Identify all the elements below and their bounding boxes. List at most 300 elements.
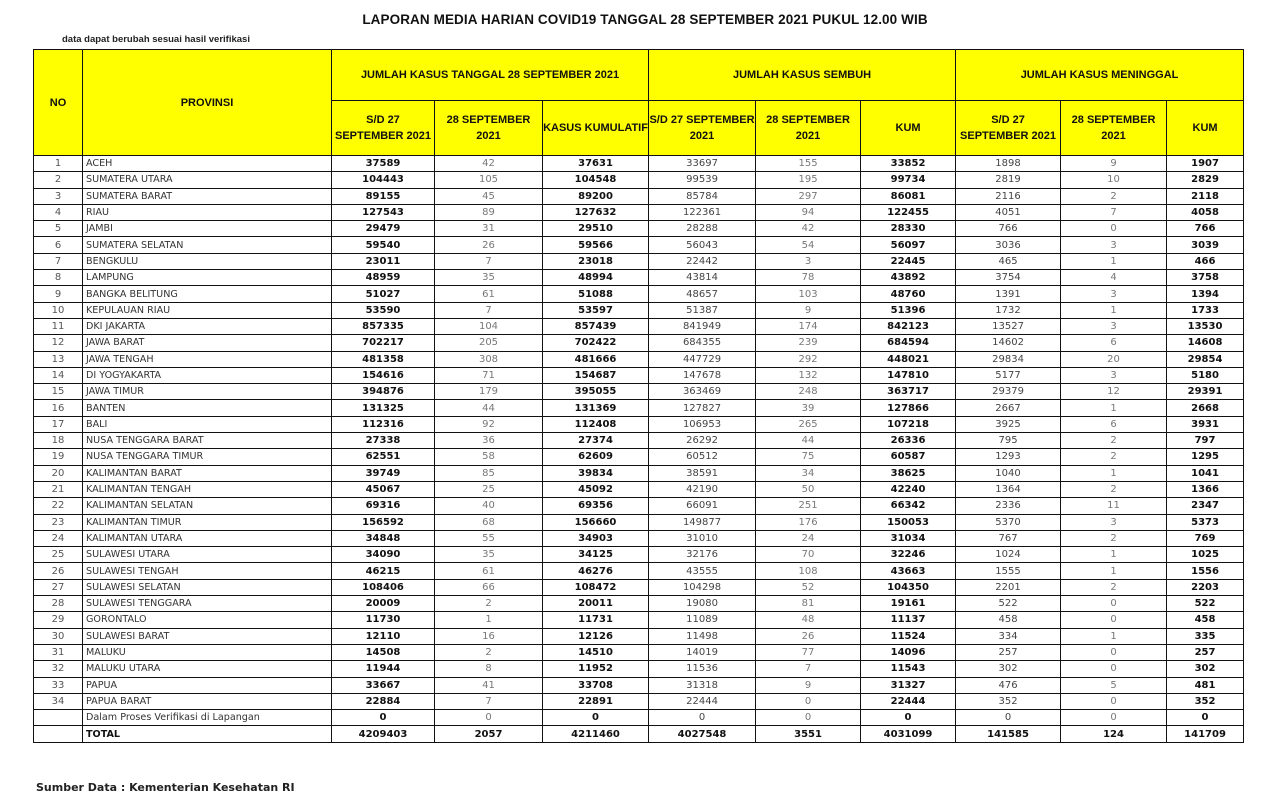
row-no-cell: 34: [34, 693, 83, 709]
meninggal-28sep-cell: 6: [1061, 335, 1167, 351]
meninggal-sd27-cell: 1293: [956, 449, 1061, 465]
sembuh-28sep-cell: 248: [756, 384, 861, 400]
sembuh-kum-cell: 0: [861, 710, 956, 726]
kasus-28sep-cell: 26: [435, 237, 543, 253]
meninggal-kum-cell: 1295: [1167, 449, 1244, 465]
meninggal-kum-cell: 458: [1167, 612, 1244, 628]
row-no-cell: 13: [34, 351, 83, 367]
table-row: [34, 156, 1244, 172]
kasus-28sep-cell: 44: [435, 400, 543, 416]
kasus-kumulatif-cell: 27374: [543, 433, 649, 449]
row-no-cell: 7: [34, 253, 83, 269]
sembuh-kum-cell: 448021: [861, 351, 956, 367]
header-group-meninggal: JUMLAH KASUS MENINGGAL: [956, 50, 1244, 101]
meninggal-kum-cell: 2118: [1167, 188, 1244, 204]
meninggal-28sep-cell: 11: [1061, 498, 1167, 514]
kasus-kumulatif-cell: 481666: [543, 351, 649, 367]
row-provinsi-cell: ACEH: [83, 156, 332, 172]
meninggal-28sep-cell: 2: [1061, 433, 1167, 449]
meninggal-sd27-cell: 302: [956, 661, 1061, 677]
header-kasus-kumulatif: KASUS KUMULATIF: [543, 101, 649, 156]
meninggal-28sep-cell: 3: [1061, 514, 1167, 530]
sembuh-sd27-cell: 841949: [649, 318, 756, 334]
sembuh-28sep-cell: 44: [756, 433, 861, 449]
kasus-sd27-cell: 22884: [332, 693, 435, 709]
row-provinsi-cell: RIAU: [83, 204, 332, 220]
row-provinsi-cell: KALIMANTAN UTARA: [83, 530, 332, 546]
row-provinsi-cell: GORONTALO: [83, 612, 332, 628]
table-row: [34, 596, 1244, 612]
kasus-kumulatif-cell: 857439: [543, 318, 649, 334]
meninggal-kum-cell: 2203: [1167, 579, 1244, 595]
table-row: [34, 351, 1244, 367]
sembuh-kum-cell: 43892: [861, 270, 956, 286]
kasus-sd27-cell: 46215: [332, 563, 435, 579]
sembuh-kum-cell: 26336: [861, 433, 956, 449]
sembuh-28sep-cell: 24: [756, 530, 861, 546]
meninggal-28sep-cell: 0: [1061, 644, 1167, 660]
row-provinsi-cell: JAMBI: [83, 221, 332, 237]
kasus-28sep-cell: 31: [435, 221, 543, 237]
meninggal-28sep-cell: 3: [1061, 367, 1167, 383]
meninggal-sd27-cell: 2336: [956, 498, 1061, 514]
sembuh-kum-cell: 11137: [861, 612, 956, 628]
kasus-28sep-cell: 104: [435, 318, 543, 334]
header-kasus-sd27: S/D 27 SEPTEMBER 2021: [332, 101, 435, 156]
kasus-kumulatif-cell: 89200: [543, 188, 649, 204]
sembuh-sd27-cell: 14019: [649, 644, 756, 660]
row-provinsi-cell: SUMATERA SELATAN: [83, 237, 332, 253]
table-row: [34, 221, 1244, 237]
meninggal-28sep-cell: 7: [1061, 204, 1167, 220]
table-row: [34, 612, 1244, 628]
kasus-sd27-cell: 394876: [332, 384, 435, 400]
meninggal-sd27-cell: 1391: [956, 286, 1061, 302]
table-row: [34, 270, 1244, 286]
total-kasus-kumulatif-cell: 4211460: [543, 726, 649, 742]
row-no-cell: 8: [34, 270, 83, 286]
meninggal-kum-cell: 1025: [1167, 547, 1244, 563]
meninggal-sd27-cell: 767: [956, 530, 1061, 546]
kasus-sd27-cell: 29479: [332, 221, 435, 237]
meninggal-28sep-cell: 20: [1061, 351, 1167, 367]
kasus-28sep-cell: 40: [435, 498, 543, 514]
header-provinsi: PROVINSI: [83, 50, 332, 156]
row-provinsi-cell: KEPULAUAN RIAU: [83, 302, 332, 318]
sembuh-sd27-cell: 122361: [649, 204, 756, 220]
table-row: [34, 204, 1244, 220]
sembuh-sd27-cell: 56043: [649, 237, 756, 253]
row-no-cell: 3: [34, 188, 83, 204]
sembuh-sd27-cell: 127827: [649, 400, 756, 416]
kasus-kumulatif-cell: 22891: [543, 693, 649, 709]
sembuh-28sep-cell: 0: [756, 693, 861, 709]
meninggal-kum-cell: 4058: [1167, 204, 1244, 220]
row-no-cell: 29: [34, 612, 83, 628]
meninggal-kum-cell: 766: [1167, 221, 1244, 237]
kasus-sd27-cell: 0: [332, 710, 435, 726]
kasus-kumulatif-cell: 69356: [543, 498, 649, 514]
kasus-sd27-cell: 62551: [332, 449, 435, 465]
meninggal-kum-cell: 302: [1167, 661, 1244, 677]
table-row: [34, 318, 1244, 334]
sembuh-28sep-cell: 292: [756, 351, 861, 367]
meninggal-kum-cell: 3758: [1167, 270, 1244, 286]
sembuh-28sep-cell: 239: [756, 335, 861, 351]
sembuh-kum-cell: 99734: [861, 172, 956, 188]
sembuh-sd27-cell: 22444: [649, 693, 756, 709]
meninggal-sd27-cell: 14602: [956, 335, 1061, 351]
meninggal-sd27-cell: 2116: [956, 188, 1061, 204]
meninggal-28sep-cell: 3: [1061, 286, 1167, 302]
row-provinsi-cell: NUSA TENGGARA TIMUR: [83, 449, 332, 465]
sembuh-kum-cell: 842123: [861, 318, 956, 334]
kasus-kumulatif-cell: 108472: [543, 579, 649, 595]
kasus-kumulatif-cell: 59566: [543, 237, 649, 253]
sembuh-28sep-cell: 132: [756, 367, 861, 383]
sembuh-28sep-cell: 7: [756, 661, 861, 677]
meninggal-kum-cell: 352: [1167, 693, 1244, 709]
kasus-kumulatif-cell: 11731: [543, 612, 649, 628]
table-row: [34, 693, 1244, 709]
meninggal-kum-cell: 3039: [1167, 237, 1244, 253]
row-no-cell: 30: [34, 628, 83, 644]
kasus-kumulatif-cell: 395055: [543, 384, 649, 400]
row-provinsi-cell: MALUKU UTARA: [83, 661, 332, 677]
kasus-sd27-cell: 11730: [332, 612, 435, 628]
sembuh-sd27-cell: 104298: [649, 579, 756, 595]
row-no-cell: 2: [34, 172, 83, 188]
meninggal-28sep-cell: 3: [1061, 237, 1167, 253]
row-provinsi-cell: BENGKULU: [83, 253, 332, 269]
kasus-28sep-cell: 2: [435, 644, 543, 660]
sembuh-28sep-cell: 195: [756, 172, 861, 188]
meninggal-28sep-cell: 5: [1061, 677, 1167, 693]
meninggal-sd27-cell: 29379: [956, 384, 1061, 400]
kasus-sd27-cell: 154616: [332, 367, 435, 383]
kasus-kumulatif-cell: 37631: [543, 156, 649, 172]
meninggal-sd27-cell: 5370: [956, 514, 1061, 530]
sembuh-sd27-cell: 0: [649, 710, 756, 726]
meninggal-sd27-cell: 0: [956, 710, 1061, 726]
meninggal-kum-cell: 1041: [1167, 465, 1244, 481]
row-no-cell: 1: [34, 156, 83, 172]
meninggal-sd27-cell: 2667: [956, 400, 1061, 416]
table-row: [34, 384, 1244, 400]
row-provinsi-cell: BANTEN: [83, 400, 332, 416]
sembuh-kum-cell: 14096: [861, 644, 956, 660]
kasus-kumulatif-cell: 29510: [543, 221, 649, 237]
kasus-sd27-cell: 69316: [332, 498, 435, 514]
meninggal-28sep-cell: 0: [1061, 221, 1167, 237]
kasus-kumulatif-cell: 127632: [543, 204, 649, 220]
meninggal-28sep-cell: 0: [1061, 661, 1167, 677]
sembuh-28sep-cell: 0: [756, 710, 861, 726]
meninggal-kum-cell: 5373: [1167, 514, 1244, 530]
kasus-kumulatif-cell: 33708: [543, 677, 649, 693]
kasus-28sep-cell: 25: [435, 481, 543, 497]
sembuh-28sep-cell: 108: [756, 563, 861, 579]
kasus-kumulatif-cell: 45092: [543, 481, 649, 497]
row-provinsi-cell: SUMATERA UTARA: [83, 172, 332, 188]
meninggal-kum-cell: 335: [1167, 628, 1244, 644]
meninggal-sd27-cell: 2819: [956, 172, 1061, 188]
kasus-kumulatif-cell: 131369: [543, 400, 649, 416]
table-row: [34, 237, 1244, 253]
kasus-28sep-cell: 16: [435, 628, 543, 644]
table-row: [34, 547, 1244, 563]
sembuh-28sep-cell: 103: [756, 286, 861, 302]
kasus-28sep-cell: 92: [435, 416, 543, 432]
sembuh-sd27-cell: 51387: [649, 302, 756, 318]
header-group-kasus: JUMLAH KASUS TANGGAL 28 SEPTEMBER 2021: [332, 50, 649, 101]
row-provinsi-cell: MALUKU: [83, 644, 332, 660]
sembuh-sd27-cell: 33697: [649, 156, 756, 172]
kasus-sd27-cell: 59540: [332, 237, 435, 253]
sembuh-sd27-cell: 31010: [649, 530, 756, 546]
meninggal-kum-cell: 13530: [1167, 318, 1244, 334]
sembuh-kum-cell: 19161: [861, 596, 956, 612]
row-provinsi-cell: KALIMANTAN BARAT: [83, 465, 332, 481]
row-provinsi-cell: KALIMANTAN TIMUR: [83, 514, 332, 530]
kasus-28sep-cell: 1: [435, 612, 543, 628]
kasus-kumulatif-cell: 51088: [543, 286, 649, 302]
sembuh-sd27-cell: 363469: [649, 384, 756, 400]
sembuh-sd27-cell: 26292: [649, 433, 756, 449]
row-no-cell: 16: [34, 400, 83, 416]
meninggal-sd27-cell: 1898: [956, 156, 1061, 172]
header-no: NO: [34, 50, 83, 156]
meninggal-28sep-cell: 1: [1061, 628, 1167, 644]
sembuh-kum-cell: 104350: [861, 579, 956, 595]
kasus-28sep-cell: 58: [435, 449, 543, 465]
sembuh-sd27-cell: 42190: [649, 481, 756, 497]
sembuh-28sep-cell: 81: [756, 596, 861, 612]
row-provinsi-cell: SULAWESI UTARA: [83, 547, 332, 563]
row-no-cell: 26: [34, 563, 83, 579]
meninggal-sd27-cell: 5177: [956, 367, 1061, 383]
sembuh-kum-cell: 363717: [861, 384, 956, 400]
row-no-cell: 31: [34, 644, 83, 660]
row-no-cell: 33: [34, 677, 83, 693]
kasus-sd27-cell: 89155: [332, 188, 435, 204]
sembuh-kum-cell: 56097: [861, 237, 956, 253]
table-body: [34, 156, 1244, 743]
sembuh-28sep-cell: 251: [756, 498, 861, 514]
kasus-kumulatif-cell: 53597: [543, 302, 649, 318]
sembuh-sd27-cell: 85784: [649, 188, 756, 204]
meninggal-kum-cell: 1556: [1167, 563, 1244, 579]
meninggal-28sep-cell: 2: [1061, 188, 1167, 204]
table-row: [34, 530, 1244, 546]
meninggal-kum-cell: 466: [1167, 253, 1244, 269]
meninggal-kum-cell: 1733: [1167, 302, 1244, 318]
row-provinsi-cell: BANGKA BELITUNG: [83, 286, 332, 302]
meninggal-sd27-cell: 766: [956, 221, 1061, 237]
sembuh-sd27-cell: 99539: [649, 172, 756, 188]
row-no-cell: 21: [34, 481, 83, 497]
meninggal-sd27-cell: 1555: [956, 563, 1061, 579]
table-row: [34, 416, 1244, 432]
total-sembuh-28sep-cell: 3551: [756, 726, 861, 742]
meninggal-sd27-cell: 3036: [956, 237, 1061, 253]
sembuh-kum-cell: 48760: [861, 286, 956, 302]
sembuh-28sep-cell: 78: [756, 270, 861, 286]
meninggal-sd27-cell: 1364: [956, 481, 1061, 497]
meninggal-sd27-cell: 1732: [956, 302, 1061, 318]
row-no-cell: 15: [34, 384, 83, 400]
kasus-sd27-cell: 45067: [332, 481, 435, 497]
kasus-sd27-cell: 33667: [332, 677, 435, 693]
meninggal-kum-cell: 522: [1167, 596, 1244, 612]
header-group-sembuh: JUMLAH KASUS SEMBUH: [649, 50, 956, 101]
meninggal-28sep-cell: 4: [1061, 270, 1167, 286]
sembuh-sd27-cell: 22442: [649, 253, 756, 269]
table-row: [34, 498, 1244, 514]
kasus-kumulatif-cell: 46276: [543, 563, 649, 579]
kasus-sd27-cell: 53590: [332, 302, 435, 318]
row-no-cell: 23: [34, 514, 83, 530]
kasus-28sep-cell: 35: [435, 270, 543, 286]
header-meninggal-kum: KUM: [1167, 101, 1244, 156]
sembuh-sd27-cell: 60512: [649, 449, 756, 465]
row-provinsi-cell: JAWA TIMUR: [83, 384, 332, 400]
sembuh-sd27-cell: 684355: [649, 335, 756, 351]
table-row: [34, 188, 1244, 204]
kasus-sd27-cell: 27338: [332, 433, 435, 449]
sembuh-28sep-cell: 94: [756, 204, 861, 220]
header-kasus-28sep: 28 SEPTEMBER 2021: [435, 101, 543, 156]
meninggal-sd27-cell: 476: [956, 677, 1061, 693]
table-row: [34, 481, 1244, 497]
kasus-28sep-cell: 8: [435, 661, 543, 677]
sembuh-28sep-cell: 9: [756, 302, 861, 318]
sembuh-28sep-cell: 75: [756, 449, 861, 465]
kasus-kumulatif-cell: 154687: [543, 367, 649, 383]
kasus-28sep-cell: 61: [435, 563, 543, 579]
row-provinsi-cell: SULAWESI BARAT: [83, 628, 332, 644]
total-kasus-sd27-cell: 4209403: [332, 726, 435, 742]
row-provinsi-cell: KALIMANTAN SELATAN: [83, 498, 332, 514]
meninggal-28sep-cell: 1: [1061, 302, 1167, 318]
kasus-sd27-cell: 112316: [332, 416, 435, 432]
meninggal-sd27-cell: 334: [956, 628, 1061, 644]
total-sembuh-sd27-cell: 4027548: [649, 726, 756, 742]
kasus-sd27-cell: 12110: [332, 628, 435, 644]
meninggal-28sep-cell: 0: [1061, 710, 1167, 726]
meninggal-kum-cell: 14608: [1167, 335, 1244, 351]
row-provinsi-cell: DI YOGYAKARTA: [83, 367, 332, 383]
kasus-sd27-cell: 11944: [332, 661, 435, 677]
kasus-sd27-cell: 23011: [332, 253, 435, 269]
sembuh-sd27-cell: 11536: [649, 661, 756, 677]
row-no-cell: 22: [34, 498, 83, 514]
row-provinsi-cell: SUMATERA BARAT: [83, 188, 332, 204]
sembuh-28sep-cell: 176: [756, 514, 861, 530]
meninggal-kum-cell: 797: [1167, 433, 1244, 449]
row-no-cell: 17: [34, 416, 83, 432]
meninggal-28sep-cell: 1: [1061, 465, 1167, 481]
kasus-28sep-cell: 205: [435, 335, 543, 351]
sembuh-kum-cell: 86081: [861, 188, 956, 204]
sembuh-kum-cell: 66342: [861, 498, 956, 514]
header-sembuh-sd27: S/D 27 SEPTEMBER 2021: [649, 101, 756, 156]
total-meninggal-kum-cell: 141709: [1167, 726, 1244, 742]
kasus-28sep-cell: 105: [435, 172, 543, 188]
sembuh-28sep-cell: 155: [756, 156, 861, 172]
sembuh-kum-cell: 684594: [861, 335, 956, 351]
table-row: [34, 400, 1244, 416]
meninggal-sd27-cell: 3925: [956, 416, 1061, 432]
kasus-kumulatif-cell: 20011: [543, 596, 649, 612]
meninggal-kum-cell: 1394: [1167, 286, 1244, 302]
kasus-kumulatif-cell: 12126: [543, 628, 649, 644]
row-provinsi-cell: KALIMANTAN TENGAH: [83, 481, 332, 497]
sembuh-kum-cell: 31327: [861, 677, 956, 693]
sembuh-sd27-cell: 447729: [649, 351, 756, 367]
kasus-sd27-cell: 34848: [332, 530, 435, 546]
row-provinsi-cell: PAPUA: [83, 677, 332, 693]
total-row-provinsi-cell: TOTAL: [83, 726, 332, 742]
sembuh-kum-cell: 22445: [861, 253, 956, 269]
sembuh-sd27-cell: 147678: [649, 367, 756, 383]
table-row: [34, 661, 1244, 677]
sembuh-sd27-cell: 38591: [649, 465, 756, 481]
kasus-28sep-cell: 7: [435, 302, 543, 318]
kasus-sd27-cell: 14508: [332, 644, 435, 660]
kasus-kumulatif-cell: 104548: [543, 172, 649, 188]
table-row: [34, 514, 1244, 530]
meninggal-sd27-cell: 3754: [956, 270, 1061, 286]
kasus-sd27-cell: 39749: [332, 465, 435, 481]
kasus-kumulatif-cell: 11952: [543, 661, 649, 677]
meninggal-28sep-cell: 6: [1061, 416, 1167, 432]
meninggal-28sep-cell: 1: [1061, 400, 1167, 416]
sembuh-sd27-cell: 28288: [649, 221, 756, 237]
kasus-sd27-cell: 51027: [332, 286, 435, 302]
sembuh-sd27-cell: 106953: [649, 416, 756, 432]
row-no-cell: 5: [34, 221, 83, 237]
kasus-kumulatif-cell: 156660: [543, 514, 649, 530]
kasus-kumulatif-cell: 34903: [543, 530, 649, 546]
header-sembuh-kum: KUM: [861, 101, 956, 156]
sembuh-kum-cell: 31034: [861, 530, 956, 546]
kasus-sd27-cell: 127543: [332, 204, 435, 220]
meninggal-sd27-cell: 795: [956, 433, 1061, 449]
sembuh-28sep-cell: 70: [756, 547, 861, 563]
meninggal-28sep-cell: 1: [1061, 547, 1167, 563]
sembuh-sd27-cell: 149877: [649, 514, 756, 530]
kasus-sd27-cell: 108406: [332, 579, 435, 595]
meninggal-kum-cell: 769: [1167, 530, 1244, 546]
sembuh-kum-cell: 43663: [861, 563, 956, 579]
table-row: [34, 465, 1244, 481]
meninggal-sd27-cell: 522: [956, 596, 1061, 612]
sembuh-28sep-cell: 42: [756, 221, 861, 237]
row-no-cell: 18: [34, 433, 83, 449]
table-header: [34, 50, 1244, 156]
row-provinsi-cell: JAWA BARAT: [83, 335, 332, 351]
sembuh-kum-cell: 32246: [861, 547, 956, 563]
kasus-kumulatif-cell: 39834: [543, 465, 649, 481]
meninggal-sd27-cell: 2201: [956, 579, 1061, 595]
meninggal-sd27-cell: 1040: [956, 465, 1061, 481]
row-no-cell: 11: [34, 318, 83, 334]
sembuh-28sep-cell: 265: [756, 416, 861, 432]
row-provinsi-cell: JAWA TENGAH: [83, 351, 332, 367]
report-title: LAPORAN MEDIA HARIAN COVID19 TANGGAL 28 SEPTEMBER 2021 PUKUL 12.00 WIB: [362, 12, 928, 27]
header-sembuh-28sep: 28 SEPTEMBER 2021: [756, 101, 861, 156]
